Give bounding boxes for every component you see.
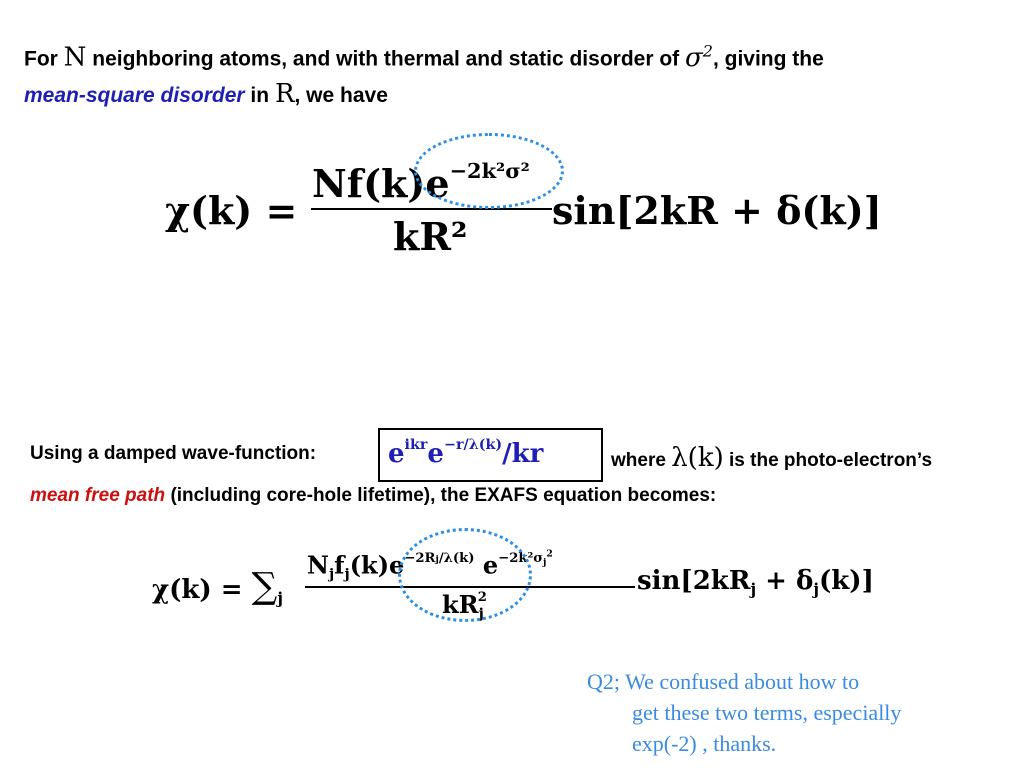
damped-text-2: where (611, 450, 666, 471)
mean-square-disorder-emphasis: mean-square disorder (24, 83, 245, 107)
mean-free-path-emphasis: mean free path (30, 485, 166, 506)
damped-text-2-wrap (611, 443, 932, 473)
intro-text-4: in (250, 83, 270, 107)
eq2-denominator: $kR_j^2$ (442, 590, 487, 623)
eq1-sine-term: sin[2kR + δ(k)] (552, 188, 882, 233)
eq2-numerator: $N_jf_j(k)e^{-2Rj/\lambda(k)}$ $e^{-2k^2\sigma_j^2}$ (307, 548, 553, 583)
intro-text-2: neighboring atoms, and with thermal and static disorder of (92, 47, 680, 71)
math-sigma: $\sigma^2$ (685, 41, 713, 73)
damped-text-3: is the photo-electron’s (729, 450, 933, 471)
math-lambda: λ(k) (671, 443, 724, 473)
damped-text-1: Using a damped wave-function: (30, 443, 317, 464)
intro-text-5: , we have (294, 83, 388, 107)
eq1-fraction-bar (311, 208, 552, 210)
math-N: N (63, 42, 87, 73)
note-line-2: get these two terms, especially (632, 700, 902, 725)
note-line-1: Q2; We confused about how to (587, 669, 860, 694)
math-R: R (274, 78, 295, 109)
eq2-lhs: $\chi(k) = \sum_j$ (152, 566, 283, 608)
mean-free-path-line (30, 485, 716, 507)
highlight-oval-mean-free-path (398, 528, 532, 622)
intro-text-3: , giving the (712, 47, 824, 71)
eq1-numerator: $Nf(k)e^{-2k^2\sigma^2}$ (312, 158, 530, 206)
highlight-oval-debye-waller (414, 133, 564, 209)
question-note (587, 666, 901, 759)
eq2-sine-term: $\sin[2kR_j + \delta_j(k)]$ (637, 566, 874, 599)
wavefunction-formula: $e^{ikr}e^{-r/\lambda(k)}/kr$ (388, 437, 544, 469)
intro-text-1: For (24, 47, 58, 71)
intro-paragraph (24, 33, 1004, 113)
note-line-3: exp(-2) , thanks. (632, 731, 777, 756)
mean-free-path-rest: (including core-hole lifetime), the EXAFS equation becomes: (170, 485, 717, 506)
eq1-lhs: χ(k) = (165, 188, 298, 233)
eq1-denominator: kR² (393, 214, 468, 259)
